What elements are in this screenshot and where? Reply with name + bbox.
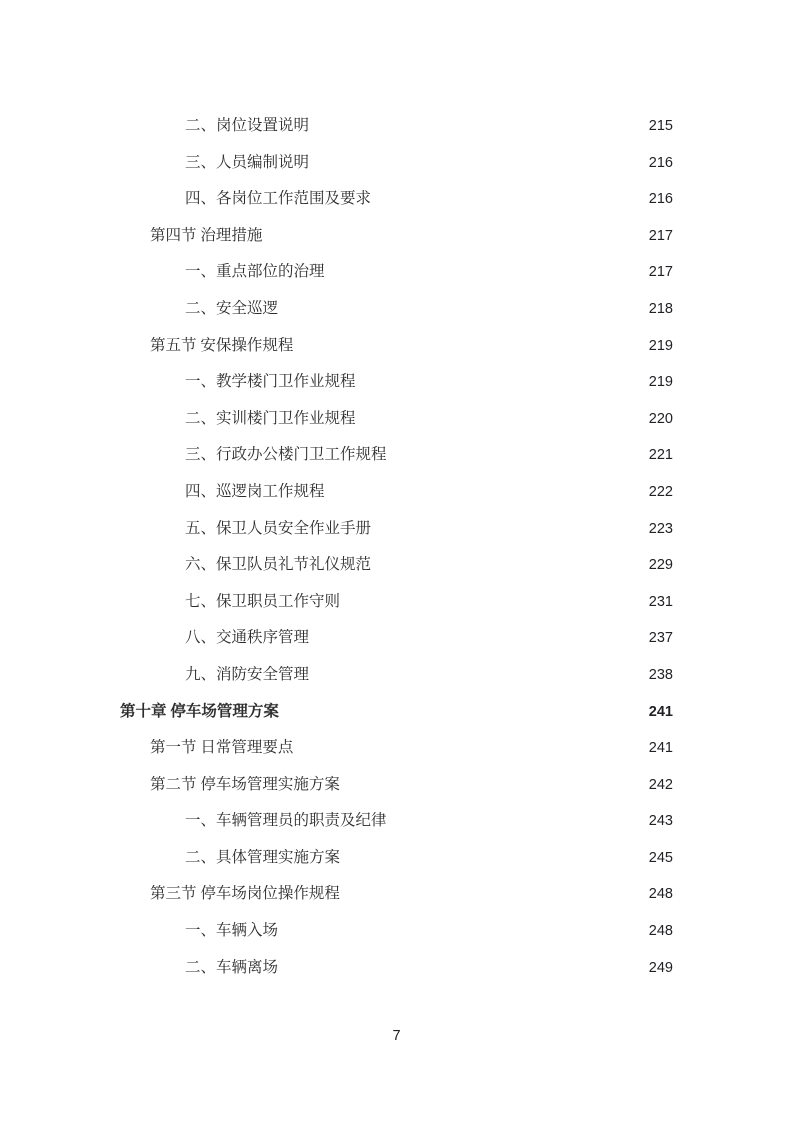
toc-entry[interactable] <box>0 181 793 218</box>
toc-entry[interactable] <box>0 145 793 182</box>
toc-entry-page-number: 243 <box>648 813 673 830</box>
toc-entry-page-number: 219 <box>648 374 673 391</box>
toc-entry-title: 四、各岗位工作范围及要求 <box>185 190 372 208</box>
toc-dot-leader <box>325 480 644 496</box>
toc-entry-title: 八、交通秩序管理 <box>185 629 310 647</box>
toc-entry-page-number: 248 <box>648 886 673 903</box>
toc-dot-leader <box>278 920 644 936</box>
toc-entry-page-number: 218 <box>648 300 673 317</box>
toc-entry-page-number: 223 <box>648 520 673 537</box>
toc-dot-leader <box>356 407 644 423</box>
toc-dot-leader <box>262 224 644 240</box>
toc-entry[interactable] <box>0 401 793 438</box>
toc-dot-leader <box>356 371 644 387</box>
toc-dot-leader <box>309 627 644 643</box>
toc-dot-leader <box>340 590 644 606</box>
toc-entry-title: 第三节 停车场岗位操作规程 <box>150 885 340 903</box>
toc-entry-page-number: 242 <box>648 776 673 793</box>
toc-entry-title: 二、实训楼门卫作业规程 <box>185 409 356 427</box>
toc-entry[interactable] <box>0 328 793 365</box>
toc-entry-title: 第十章 停车场管理方案 <box>120 702 279 720</box>
toc-entry-title: 二、安全巡逻 <box>185 299 279 317</box>
toc-entry-title: 第一节 日常管理要点 <box>150 739 294 757</box>
toc-entry-title: 五、保卫人员安全作业手册 <box>185 519 372 537</box>
toc-dot-leader <box>340 883 644 899</box>
toc-entry[interactable] <box>0 254 793 291</box>
toc-entry-page-number: 231 <box>648 593 673 610</box>
toc-entry-title: 三、人员编制说明 <box>185 153 310 171</box>
toc-entry-page-number: 248 <box>648 923 673 940</box>
toc-entry[interactable] <box>0 108 793 145</box>
toc-entry-page-number: 217 <box>648 264 673 281</box>
toc-entry-title: 六、保卫队员礼节礼仪规范 <box>185 556 372 574</box>
toc-entry-page-number: 241 <box>648 703 673 720</box>
toc-entry[interactable] <box>0 913 793 950</box>
toc-entry[interactable] <box>0 291 793 328</box>
toc-entry-page-number: 216 <box>648 154 673 171</box>
toc-entry-page-number: 237 <box>648 630 673 647</box>
toc-dot-leader <box>309 151 644 167</box>
toc-dot-leader <box>279 700 647 716</box>
toc-entry-page-number: 238 <box>648 666 673 683</box>
toc-entry[interactable] <box>0 950 793 987</box>
table-of-contents <box>0 108 793 986</box>
toc-dot-leader <box>278 297 644 313</box>
toc-dot-leader <box>371 554 644 570</box>
toc-entry-page-number: 217 <box>648 227 673 244</box>
toc-entry-title: 一、重点部位的治理 <box>185 263 325 281</box>
toc-entry-page-number: 220 <box>648 410 673 427</box>
toc-dot-leader <box>387 810 644 826</box>
toc-entry[interactable] <box>0 657 793 694</box>
toc-entry[interactable] <box>0 694 793 731</box>
toc-entry-title: 第四节 治理措施 <box>150 226 263 244</box>
toc-entry[interactable] <box>0 876 793 913</box>
toc-entry[interactable] <box>0 218 793 255</box>
toc-entry[interactable] <box>0 437 793 474</box>
toc-dot-leader <box>293 737 644 753</box>
toc-entry[interactable] <box>0 547 793 584</box>
toc-entry-title: 二、岗位设置说明 <box>185 117 310 134</box>
toc-dot-leader <box>371 188 644 204</box>
toc-dot-leader <box>325 261 644 277</box>
toc-entry-page-number: 241 <box>648 740 673 757</box>
toc-dot-leader <box>340 846 644 862</box>
toc-entry-title: 第五节 安保操作规程 <box>150 336 294 354</box>
toc-dot-leader <box>293 334 644 350</box>
toc-dot-leader <box>371 517 644 533</box>
toc-entry-page-number: 249 <box>648 959 673 976</box>
toc-entry[interactable] <box>0 620 793 657</box>
toc-entry[interactable] <box>0 511 793 548</box>
toc-dot-leader <box>278 956 644 972</box>
toc-entry[interactable] <box>0 767 793 804</box>
toc-dot-leader <box>309 663 644 679</box>
toc-entry-title: 一、车辆入场 <box>185 922 279 940</box>
toc-dot-leader <box>309 115 644 131</box>
toc-entry[interactable] <box>0 474 793 511</box>
toc-entry-title: 一、车辆管理员的职责及纪律 <box>185 812 387 830</box>
toc-entry-page-number: 245 <box>648 849 673 866</box>
toc-entry-title: 二、车辆离场 <box>185 958 279 976</box>
toc-entry-title: 九、消防安全管理 <box>185 665 310 683</box>
toc-entry-title: 二、具体管理实施方案 <box>185 848 341 866</box>
toc-entry-title: 七、保卫职员工作守则 <box>185 592 341 610</box>
toc-entry[interactable] <box>0 364 793 401</box>
toc-entry-title: 第二节 停车场管理实施方案 <box>150 775 340 793</box>
toc-dot-leader <box>340 773 644 789</box>
page-number-folio: 7 <box>392 1028 401 1044</box>
toc-entry-page-number: 219 <box>648 337 673 354</box>
toc-entry-page-number: 221 <box>648 447 673 464</box>
toc-entry-title: 一、教学楼门卫作业规程 <box>185 373 356 391</box>
toc-entry[interactable] <box>0 840 793 877</box>
toc-entry[interactable] <box>0 584 793 621</box>
toc-dot-leader <box>387 444 644 460</box>
toc-entry-title: 四、巡逻岗工作规程 <box>185 482 325 500</box>
toc-entry-title: 三、行政办公楼门卫工作规程 <box>185 446 387 464</box>
toc-entry-page-number: 229 <box>648 557 673 574</box>
toc-entry[interactable] <box>0 803 793 840</box>
toc-entry-page-number: 216 <box>648 191 673 208</box>
toc-entry-page-number: 215 <box>648 118 673 134</box>
toc-entry-page-number: 222 <box>648 483 673 500</box>
toc-entry[interactable] <box>0 730 793 767</box>
